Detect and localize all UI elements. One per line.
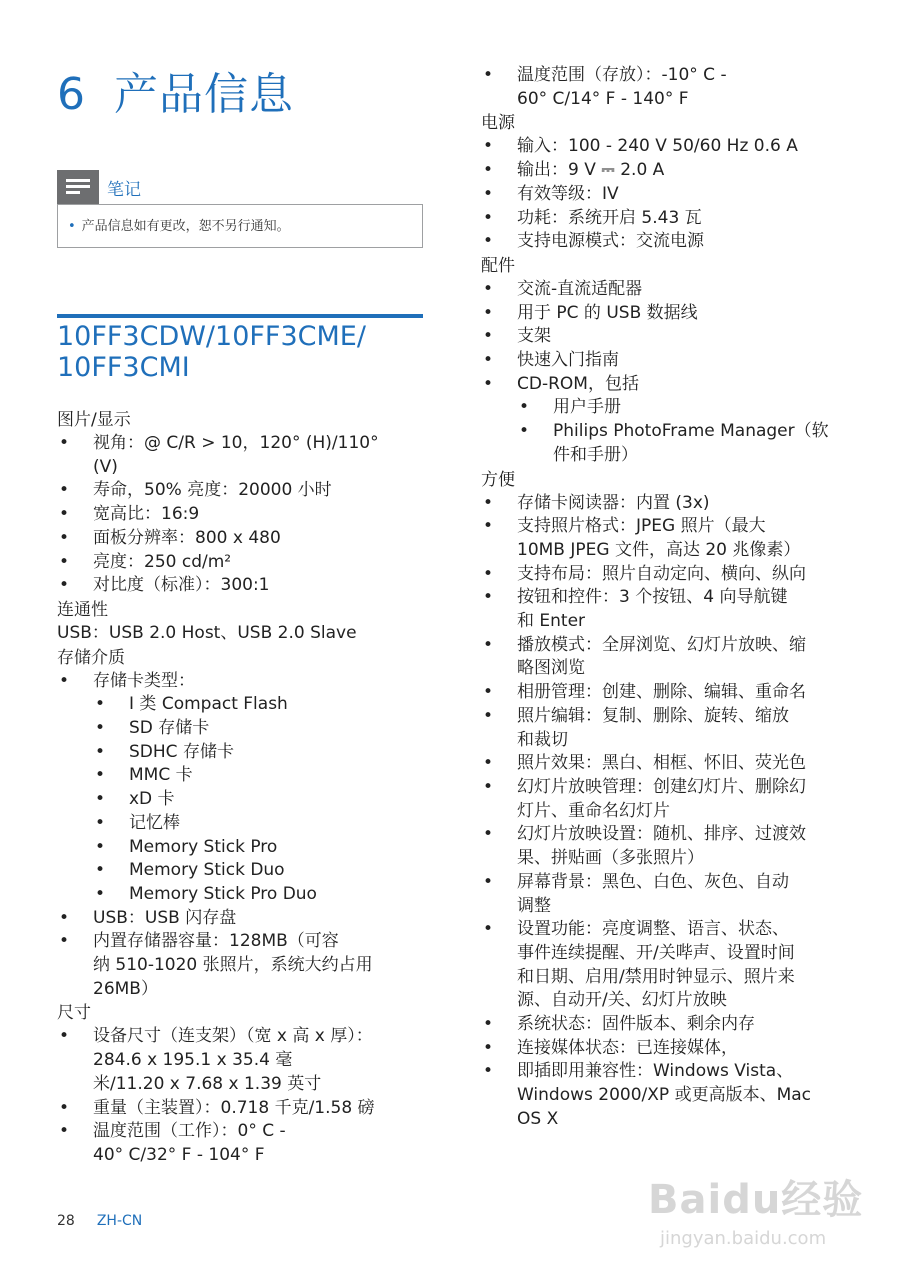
list-item: • Memory Stick Duo <box>93 859 427 883</box>
watermark <box>640 1140 885 1260</box>
list-item: • 系统状态：固件版本、剩余内存 <box>481 1013 861 1037</box>
list-item: • Memory Stick Pro Duo <box>93 883 427 907</box>
list-item: • SDHC 存储卡 <box>93 741 427 765</box>
cdrom-contents-list <box>517 396 861 467</box>
list-item: • Philips PhotoFrame Manager（软 件和手册） <box>517 420 861 467</box>
section-rule <box>57 314 423 318</box>
list-item: • 用户手册 <box>517 396 861 420</box>
list-item: • 幻灯片放映设置：随机、排序、过渡效 果、拼贴画（多张照片） <box>481 823 861 870</box>
section-heading-convenience: 方便 <box>481 469 515 490</box>
list-item: • 支持照片格式：JPEG 照片（最大 10MB JPEG 文件，高达 20 兆像素） <box>481 515 861 562</box>
page-footer <box>57 1213 142 1229</box>
note-box <box>57 170 423 250</box>
list-item: • 按钮和控件：3 个按钮、4 向导航键 和 Enter <box>481 586 861 633</box>
convenience-list <box>481 492 861 1132</box>
list-item: • I 类 Compact Flash <box>93 693 427 717</box>
list-item: • 支持布局：照片自动定向、横向、纵向 <box>481 563 861 587</box>
power-list <box>481 135 861 254</box>
list-item: • 用于 PC 的 USB 数据线 <box>481 302 861 326</box>
storage-list <box>57 670 427 694</box>
list-item: • 播放模式：全屏浏览、幻灯片放映、缩 略图浏览 <box>481 634 861 681</box>
list-item: • Memory Stick Pro <box>93 836 427 860</box>
watermark-brand: Baidu经验 <box>648 1177 864 1223</box>
list-item: • 相册管理：创建、删除、编辑、重命名 <box>481 681 861 705</box>
temperature-list <box>481 64 861 111</box>
list-item: • 记忆棒 <box>93 812 427 836</box>
note-text: 产品信息如有更改，恕不另行通知。 <box>81 219 290 234</box>
note-icon <box>57 170 99 204</box>
model-line-1: 10FF3CDW/10FF3CME/ <box>57 321 366 352</box>
list-item: • 存储卡阅读器：内置 (3x) <box>481 492 861 516</box>
list-item: • 设置功能：亮度调整、语言、状态、 事件连续提醒、开/关哔声、设置时间 和日期、启用/禁用时钟显示、照片来 源、自动开/关、幻灯片放映 <box>481 918 861 1013</box>
list-item: • 视角：@ C/R > 10，120° (H)/110° (V) <box>57 432 427 479</box>
dimensions-list <box>57 1025 427 1167</box>
list-item: • 功耗：系统开启 5.43 瓦 <box>481 207 861 231</box>
list-item: • 照片效果：黑白、相框、怀旧、荧光色 <box>481 752 861 776</box>
display-list <box>57 432 427 598</box>
language-code: ZH-CN <box>96 1213 143 1229</box>
list-item: • 屏幕背景：黑色、白色、灰色、自动 调整 <box>481 871 861 918</box>
chapter-number: 6 <box>57 69 86 120</box>
note-title: 笔记 <box>107 179 141 200</box>
list-item: • MMC 卡 <box>93 764 427 788</box>
chapter-title <box>57 58 294 122</box>
note-header <box>57 170 423 204</box>
list-item: • 亮度：250 cd/m² <box>57 551 427 575</box>
section-heading-dimensions: 尺寸 <box>57 1003 91 1024</box>
watermark-url: jingyan.baidu.com <box>660 1228 827 1249</box>
list-item: • SD 存储卡 <box>93 717 427 741</box>
note-body <box>57 204 423 248</box>
list-item: • 支持电源模式：交流电源 <box>481 230 861 254</box>
list-item: • 输入：100 - 240 V 50/60 Hz 0.6 A <box>481 135 861 159</box>
list-item: • 面板分辨率：800 x 480 <box>57 527 427 551</box>
storage-list-2 <box>57 907 427 1002</box>
list-item: • 宽高比：16:9 <box>57 503 427 527</box>
section-heading-connectivity: 连通性 <box>57 599 108 620</box>
page-number: 28 <box>57 1213 75 1229</box>
list-item: • 照片编辑：复制、删除、旋转、缩放 和裁切 <box>481 705 861 752</box>
list-item: • 存储卡类型： <box>57 670 427 694</box>
card-type-list <box>93 693 427 906</box>
list-item: • 即插即用兼容性：Windows Vista、 Windows 2000/XP 或更高版本、Mac OS X <box>481 1060 861 1131</box>
section-heading-storage: 存储介质 <box>57 647 125 668</box>
list-item: • 内置存储器容量：128MB（可容 纳 510-1020 张照片，系统大约占用 26MB） <box>57 930 427 1001</box>
list-item: • USB：USB 闪存盘 <box>57 907 427 931</box>
list-item: • CD-ROM，包括 <box>481 373 861 397</box>
list-item: • 交流-直流适配器 <box>481 278 861 302</box>
model-title <box>57 321 427 383</box>
list-item: • 温度范围（工作）：0° C - 40° C/32° F - 104° F <box>57 1120 427 1167</box>
list-item: • 温度范围（存放）：-10° C - 60° C/14° F - 140° F <box>481 64 861 111</box>
list-item: • 设备尺寸（连支架）（宽 x 高 x 厚）： 284.6 x 195.1 x 35.4 毫 米/11.20 x 7.68 x 1.39 英寸 <box>57 1025 427 1096</box>
bullet-icon: • <box>68 219 76 234</box>
list-item: • 快速入门指南 <box>481 349 861 373</box>
list-item: • xD 卡 <box>93 788 427 812</box>
model-line-2: 10FF3CMI <box>57 352 190 383</box>
list-item: • 支架 <box>481 325 861 349</box>
accessories-list <box>481 278 861 397</box>
section-heading-power: 电源 <box>481 113 515 134</box>
list-item: • 输出：9 V ⎓ 2.0 A <box>481 159 861 183</box>
list-item: • 连接媒体状态：已连接媒体， <box>481 1037 861 1061</box>
list-item: • 重量（主装置）：0.718 千克/1.58 磅 <box>57 1097 427 1121</box>
list-item: • 幻灯片放映管理：创建幻灯片、删除幻 灯片、重命名幻灯片 <box>481 776 861 823</box>
list-item: • 有效等级：IV <box>481 183 861 207</box>
left-column <box>57 408 427 1168</box>
list-item: • 对比度（标准）：300:1 <box>57 574 427 598</box>
list-item: • 寿命，50% 亮度：20000 小时 <box>57 479 427 503</box>
section-heading-accessories: 配件 <box>481 255 515 276</box>
chapter-name: 产品信息 <box>114 69 294 120</box>
right-column <box>481 64 861 1132</box>
connectivity-text: USB：USB 2.0 Host、USB 2.0 Slave <box>57 622 357 643</box>
section-heading-display: 图片/显示 <box>57 410 131 430</box>
